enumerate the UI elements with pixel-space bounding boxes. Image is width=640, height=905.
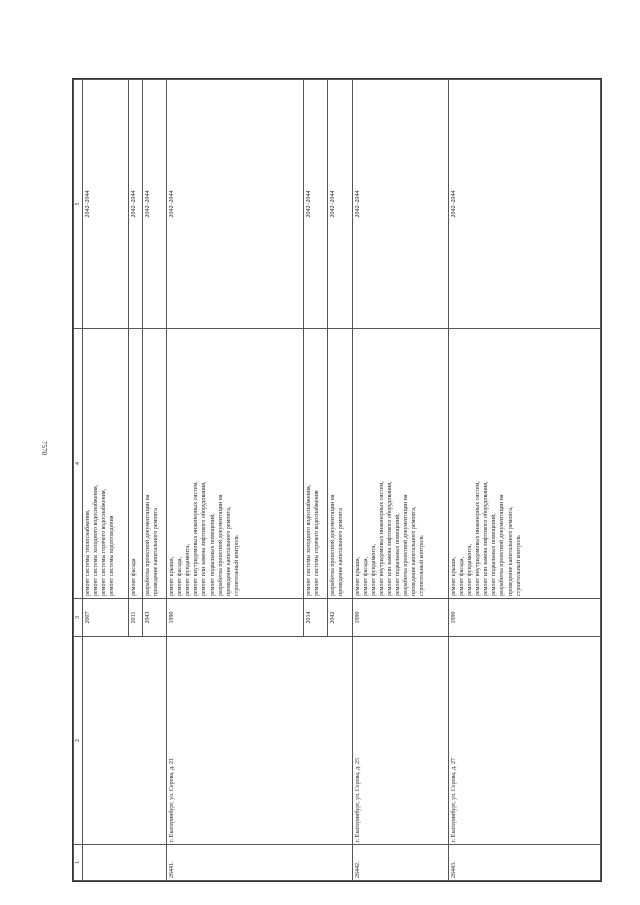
work-description-cell: ремонт системы теплоснабжения, ремонт системы холодного водоснабжения, ремонт системы горячего водоснабжения, ремонт системы водоотведения [83, 329, 129, 599]
column-header-1: 1 [74, 845, 83, 881]
table-row [352, 80, 448, 881]
period-cell: 2042–2044 [328, 80, 352, 329]
table-container [72, 78, 602, 882]
repair-schedule-table [72, 78, 602, 882]
period-cell: 2042–2044 [303, 80, 327, 329]
table [73, 79, 601, 881]
table-row [83, 80, 129, 881]
table-row [167, 80, 304, 881]
address-cell: г. Екатеринбург, ул. Серова, д. 21 [167, 637, 352, 845]
column-header-5: 5 [74, 80, 83, 329]
year-cell: 1990 [167, 599, 304, 637]
table-body [83, 80, 601, 881]
period-cell: 2042–2044 [167, 80, 304, 329]
year-cell: 2007 [83, 599, 129, 637]
address-cell [83, 637, 167, 845]
page-number: 7570 [40, 441, 48, 455]
year-cell: 1990 [448, 599, 600, 637]
row-number-cell [83, 845, 167, 881]
work-description-cell: разработка проектной документации на проведение капитального ремонта [142, 329, 166, 599]
column-header-2: 2 [74, 637, 83, 845]
address-cell: г. Екатеринбург, ул. Серова, д. 27 [448, 637, 600, 845]
year-cell: 2011 [128, 599, 142, 637]
header-row [74, 80, 83, 881]
work-description-cell: ремонт крыши, ремонт фасада, ремонт фундамента, ремонт внутридомовых инженерных систем, ремонт или замена лифтового оборудования, ремонт подвальных помещений, разработка проектной документации на проведение капитального ремонта, строительный контроль [448, 329, 600, 599]
work-description-cell: ремонт системы холодного водоснабжения, ремонт системы горячего водоснабжения [303, 329, 327, 599]
period-cell: 2042–2044 [352, 80, 448, 329]
year-cell: 1990 [352, 599, 448, 637]
address-cell: г. Екатеринбург, ул. Серова, д. 25 [352, 637, 448, 845]
work-description-cell: ремонт крыши, ремонт фасада, ремонт фундамента, ремонт внутридомовых инженерных систем, ремонт или замена лифтового оборудования, ремонт подвальных помещений, разработка проектной документации на проведение капитального ремонта, строительный контроль [167, 329, 304, 599]
year-cell: 2043 [142, 599, 166, 637]
row-number-cell: 26442. [352, 845, 448, 881]
period-cell: 2042–2044 [83, 80, 129, 329]
year-cell: 2042 [328, 599, 352, 637]
period-cell: 2042–2044 [448, 80, 600, 329]
row-number-cell: 26441. [167, 845, 352, 881]
work-description-cell: ремонт фасада [128, 329, 142, 599]
column-header-4: 4 [74, 329, 83, 599]
period-cell: 2042–2044 [142, 80, 166, 329]
work-description-cell: ремонт крыши, ремонт фасада, ремонт фундамента, ремонт внутридомовых инженерных систем, ремонт или замена лифтового оборудования, ремонт подвальных помещений, разработка проектной документации на проведение капитального ремонта, строительный контроль [352, 329, 448, 599]
year-cell: 2014 [303, 599, 327, 637]
column-header-3: 3 [74, 599, 83, 637]
period-cell: 2042–2044 [128, 80, 142, 329]
work-description-cell: разработка проектной документации на проведение капитального ремонта [328, 329, 352, 599]
row-number-cell: 26443. [448, 845, 600, 881]
table-row [448, 80, 600, 881]
